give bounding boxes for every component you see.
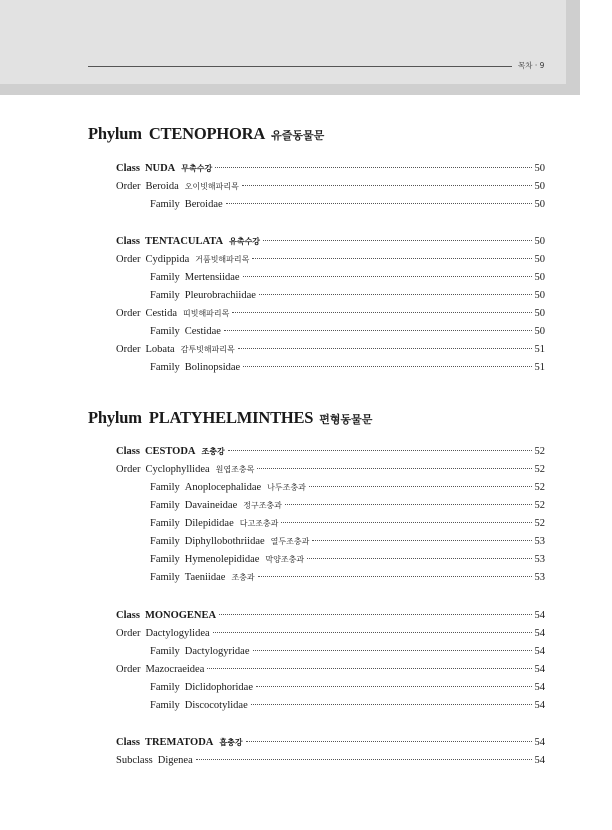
entry-page: 50 — [534, 308, 545, 319]
entry-page: 54 — [534, 610, 545, 621]
toc-entry-class[interactable] — [116, 610, 545, 624]
toc-entry-order[interactable] — [116, 308, 545, 322]
dot-leader — [253, 650, 532, 651]
entry-rank: Family — [150, 536, 180, 547]
entry-name: Bolinopsidae — [184, 362, 241, 373]
entry-rank: Family — [150, 482, 180, 493]
entry-rank: Family — [150, 554, 180, 565]
entry-korean: 열두조충과 — [270, 537, 310, 546]
entry-name: Discocotylidae — [184, 700, 248, 711]
entry-page: 50 — [534, 254, 545, 265]
entry-name: Taeniidae — [184, 572, 226, 583]
entry-rank: Class — [116, 610, 140, 621]
entry-rank: Order — [116, 464, 141, 475]
dot-leader — [258, 576, 532, 577]
entry-name: Dactylogylidea — [145, 628, 210, 639]
toc-entry-family[interactable] — [150, 290, 545, 304]
toc-entry-family[interactable] — [150, 500, 545, 514]
dot-leader — [232, 312, 531, 313]
entry-name: Cyclophyllidea — [145, 464, 210, 475]
entry-name: Dilepididae — [184, 518, 234, 529]
toc-entry-order[interactable] — [116, 664, 545, 678]
entry-rank: Family — [150, 326, 180, 337]
entry-page: 53 — [534, 536, 545, 547]
dot-leader — [307, 558, 531, 559]
toc-entry-subclass[interactable] — [116, 755, 545, 769]
entry-korean: 거품빗해파리목 — [195, 255, 250, 264]
entry-rank: Class — [116, 163, 140, 174]
dot-leader — [207, 668, 531, 669]
entry-page: 54 — [534, 664, 545, 675]
entry-korean: 나두조충과 — [267, 483, 306, 492]
entry-korean: 감투빗해파리목 — [180, 345, 235, 354]
phylum-korean: 유즐동물문 — [271, 129, 325, 142]
entry-korean: 오이빗해파리목 — [184, 182, 239, 191]
entry-rank: Order — [116, 628, 141, 639]
entry-page: 52 — [534, 446, 545, 457]
phylum-heading — [88, 124, 324, 144]
entry-page: 50 — [534, 181, 545, 192]
entry-name: Mertensiidae — [184, 272, 240, 283]
entry-name: NUDA — [144, 163, 176, 174]
entry-page: 50 — [534, 290, 545, 301]
dot-leader — [312, 540, 531, 541]
entry-name: TENTACULATA — [144, 236, 224, 247]
dot-leader — [196, 759, 532, 760]
entry-rank: Order — [116, 664, 141, 675]
entry-page: 51 — [534, 344, 545, 355]
entry-page: 53 — [534, 572, 545, 583]
entry-rank: Family — [150, 700, 180, 711]
entry-rank: Class — [116, 737, 140, 748]
entry-name: Digenea — [157, 755, 193, 766]
entry-page: 50 — [534, 236, 545, 247]
entry-rank: Family — [150, 362, 180, 373]
dot-leader — [243, 366, 531, 367]
entry-name: Anoplocephalidae — [184, 482, 262, 493]
entry-korean: 띠빗해파리목 — [183, 309, 230, 318]
entry-rank: Class — [116, 446, 140, 457]
entry-name: Beroidae — [184, 199, 223, 210]
entry-name: Mazocraeidea — [145, 664, 205, 675]
entry-korean: 무촉수강 — [181, 164, 213, 173]
dot-leader — [281, 522, 531, 523]
running-head: 목차 · 9 — [518, 61, 545, 70]
entry-page: 54 — [534, 646, 545, 657]
toc-entry-order[interactable] — [116, 628, 545, 642]
toc-entry-family[interactable] — [150, 554, 545, 568]
toc-entry-family[interactable] — [150, 700, 545, 714]
toc-entry-order[interactable] — [116, 254, 545, 268]
entry-rank: Order — [116, 308, 141, 319]
entry-korean: 유촉수강 — [229, 237, 261, 246]
dot-leader — [224, 330, 532, 331]
dot-leader — [257, 468, 531, 469]
phylum-label: Phylum — [88, 408, 142, 427]
entry-rank: Family — [150, 500, 180, 511]
entry-korean: 흡충강 — [219, 738, 243, 747]
entry-name: Beroida — [145, 181, 179, 192]
dot-leader — [243, 276, 532, 277]
toc-entry-family[interactable] — [150, 482, 545, 496]
toc-entry-order[interactable] — [116, 181, 545, 195]
entry-name: TREMATODA — [144, 737, 214, 748]
toc-entry-class[interactable] — [116, 446, 545, 460]
entry-rank: Family — [150, 646, 180, 657]
toc-entry-family[interactable] — [150, 272, 545, 286]
entry-page: 51 — [534, 362, 545, 373]
toc-entry-family[interactable] — [150, 682, 545, 696]
entry-rank: Family — [150, 572, 180, 583]
entry-name: Cestida — [145, 308, 177, 319]
dot-leader — [242, 185, 532, 186]
entry-name: Diphyllobothriidae — [184, 536, 265, 547]
entry-page: 50 — [534, 163, 545, 174]
entry-page: 54 — [534, 682, 545, 693]
toc-entry-order[interactable] — [116, 464, 545, 478]
toc-entry-class[interactable] — [116, 236, 545, 250]
entry-name: Lobata — [145, 344, 175, 355]
dot-leader — [228, 450, 532, 451]
entry-korean: 조충과 — [231, 573, 255, 582]
entry-korean: 원엽조충목 — [215, 465, 255, 474]
entry-page: 54 — [534, 755, 545, 766]
entry-name: Cestidae — [184, 326, 221, 337]
entry-rank: Order — [116, 254, 141, 265]
dot-leader — [256, 686, 532, 687]
entry-rank: Family — [150, 272, 180, 283]
dot-leader — [213, 632, 532, 633]
toc-entry-family[interactable] — [150, 536, 545, 550]
entry-name: Cydippida — [145, 254, 190, 265]
dot-leader — [252, 258, 531, 259]
dot-leader — [251, 704, 532, 705]
entry-rank: Class — [116, 236, 140, 247]
dot-leader — [226, 203, 532, 204]
entry-rank: Family — [150, 290, 180, 301]
entry-korean: 막양조충과 — [265, 555, 305, 564]
entry-page: 54 — [534, 628, 545, 639]
entry-name: Davaineidae — [184, 500, 238, 511]
entry-name: CESTODA — [144, 446, 196, 457]
dot-leader — [285, 504, 532, 505]
toc-entry-family[interactable] — [150, 518, 545, 532]
entry-page: 54 — [534, 737, 545, 748]
toc-entry-family[interactable] — [150, 326, 545, 340]
entry-rank: Order — [116, 181, 141, 192]
entry-page: 52 — [534, 500, 545, 511]
entry-name: Hymenolepididae — [184, 554, 260, 565]
dot-leader — [263, 240, 531, 241]
entry-korean: 조충강 — [201, 447, 225, 456]
entry-page: 50 — [534, 326, 545, 337]
entry-rank: Family — [150, 682, 180, 693]
entry-page: 52 — [534, 482, 545, 493]
entry-name: MONOGENEA — [144, 610, 217, 621]
entry-page: 50 — [534, 272, 545, 283]
phylum-korean: 편형동물문 — [319, 413, 373, 426]
toc-entry-family[interactable] — [150, 572, 545, 586]
entry-page: 52 — [534, 518, 545, 529]
entry-rank: Order — [116, 344, 141, 355]
entry-rank: Subclass — [116, 755, 153, 766]
dot-leader — [219, 614, 531, 615]
entry-rank: Family — [150, 199, 180, 210]
entry-page: 54 — [534, 700, 545, 711]
entry-page: 52 — [534, 464, 545, 475]
phylum-name: PLATYHELMINTHES — [148, 408, 314, 427]
entry-page: 53 — [534, 554, 545, 565]
toc-entry-class[interactable] — [116, 163, 545, 177]
dot-leader — [259, 294, 532, 295]
toc-entry-family[interactable] — [150, 199, 545, 213]
dot-leader — [246, 741, 532, 742]
dot-leader — [309, 486, 532, 487]
entry-name: Dactylogyridae — [184, 646, 250, 657]
entry-korean: 다고조충과 — [239, 519, 279, 528]
toc-entry-order[interactable] — [116, 344, 545, 358]
dot-leader — [238, 348, 532, 349]
phylum-name: CTENOPHORA — [148, 124, 266, 143]
dot-leader — [215, 167, 531, 168]
toc-entry-family[interactable] — [150, 362, 545, 376]
entry-korean: 정구조충과 — [243, 501, 282, 510]
phylum-heading — [88, 408, 372, 428]
entry-name: Pleurobrachiidae — [184, 290, 256, 301]
entry-page: 50 — [534, 199, 545, 210]
entry-name: Diclidophoridae — [184, 682, 253, 693]
entry-rank: Family — [150, 518, 180, 529]
phylum-label: Phylum — [88, 124, 142, 143]
toc-entry-class[interactable] — [116, 737, 545, 751]
toc-entry-family[interactable] — [150, 646, 545, 660]
